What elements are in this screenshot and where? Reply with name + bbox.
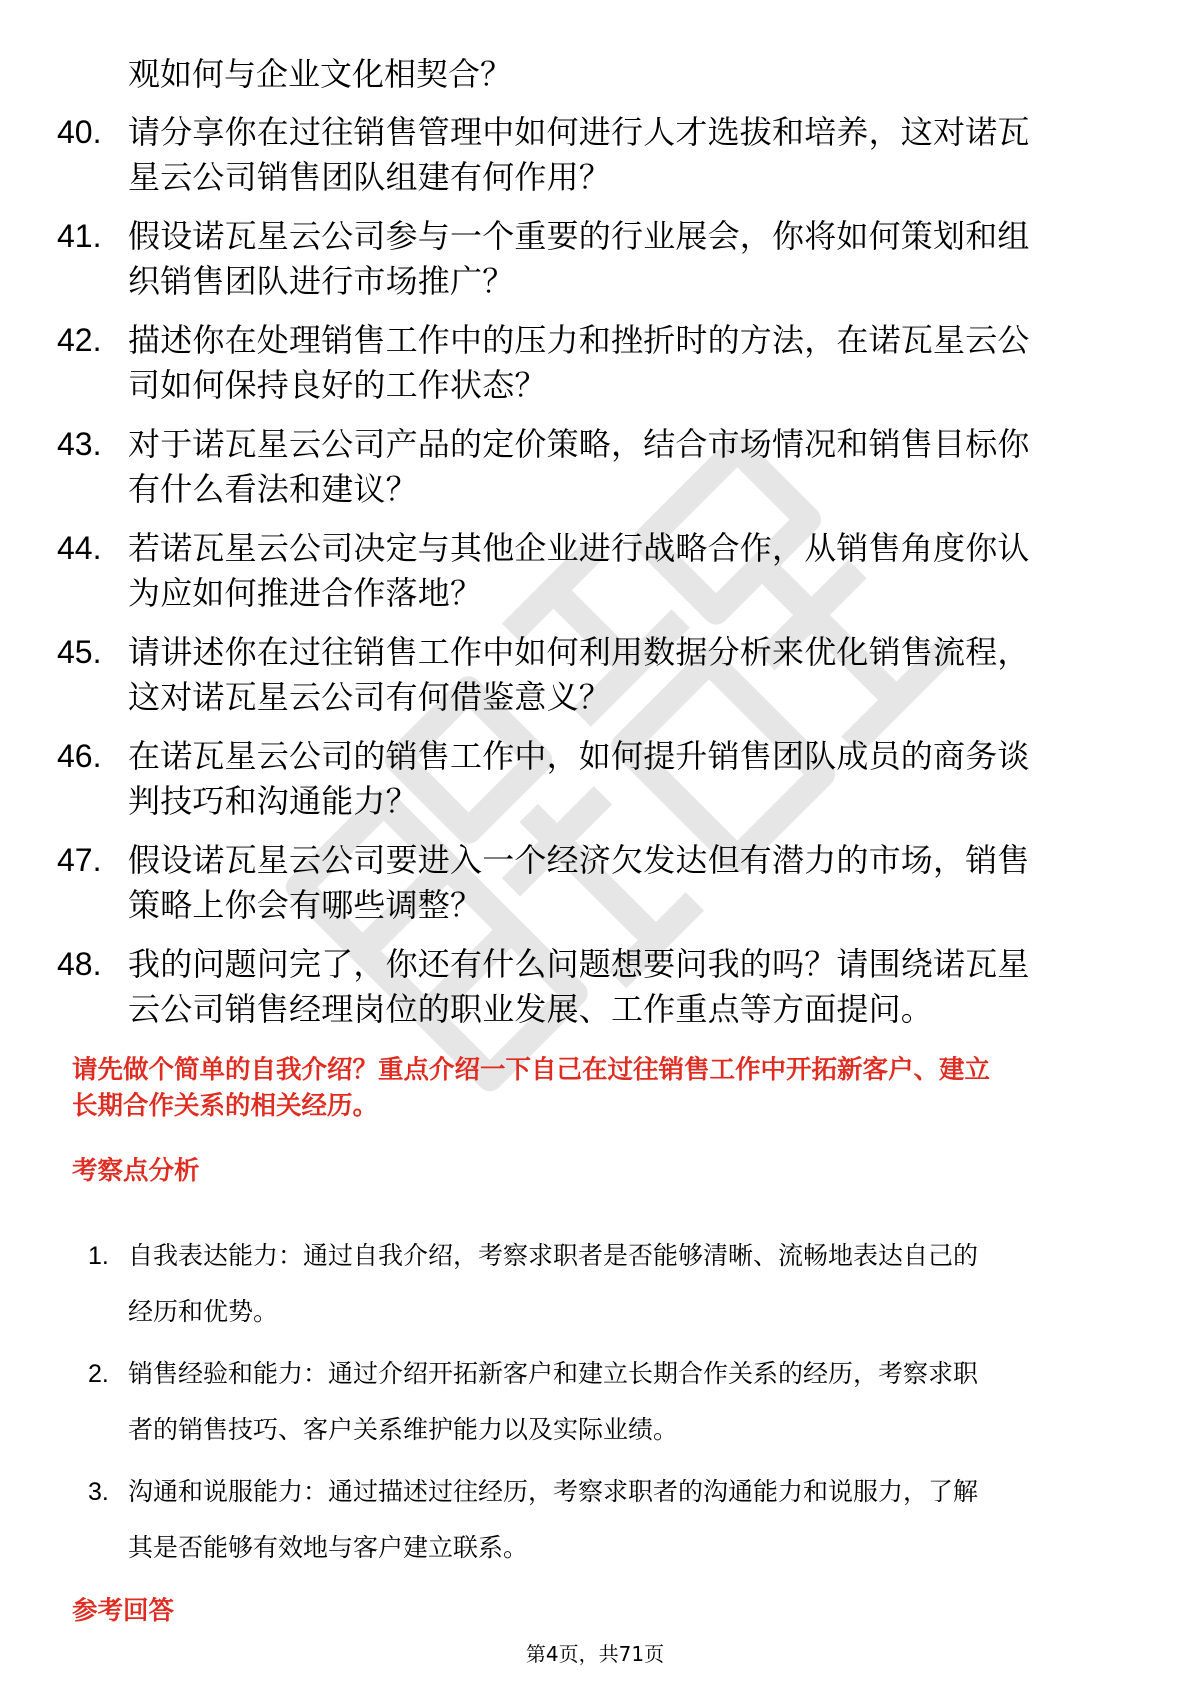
analysis-line: 沟通和说服能力：通过描述过往经历，考察求职者的沟通能力和说服力，了解: [128, 1477, 979, 1506]
question-number: 46.: [57, 738, 102, 774]
question-text: [128, 422, 1113, 518]
analysis-text: [128, 1346, 1118, 1456]
question-line: 我的问题问完了，你还有什么问题想要问我的吗？请围绕诺瓦星: [128, 945, 1030, 983]
question-continuation: 观如何与企业文化相契合？: [128, 55, 513, 93]
question-number: 44.: [57, 530, 102, 566]
question-item: [0, 734, 1190, 830]
question-line: 司如何保持良好的工作状态？: [128, 366, 547, 404]
highlight-question: [72, 1052, 1132, 1124]
question-item: [0, 422, 1190, 518]
analysis-line: 经历和优势。: [128, 1297, 279, 1326]
question-line: 请讲述你在过往销售工作中如何利用数据分析来优化销售流程，: [128, 633, 1030, 671]
analysis-item: [0, 1228, 1190, 1338]
question-text: [128, 110, 1113, 206]
question-number: 43.: [57, 426, 102, 462]
question-line: 判技巧和沟通能力？: [128, 782, 418, 820]
analysis-number: 1.: [88, 1242, 109, 1270]
highlight-question-line: 长期合作关系的相关经历。: [72, 1091, 379, 1121]
question-item: [0, 318, 1190, 414]
question-text: [128, 630, 1113, 726]
question-line: 若诺瓦星云公司决定与其他企业进行战略合作，从销售角度你认: [128, 529, 1030, 567]
analysis-text: [128, 1228, 1118, 1338]
question-number: 40.: [57, 114, 102, 150]
question-item: [0, 630, 1190, 726]
analysis-item: [0, 1346, 1190, 1456]
question-item: [0, 942, 1190, 1038]
question-item: [0, 110, 1190, 206]
question-line: 这对诺瓦星云公司有何借鉴意义？: [128, 678, 612, 716]
question-line: 描述你在处理销售工作中的压力和挫折时的方法，在诺瓦星云公: [128, 321, 1030, 359]
analysis-line: 销售经验和能力：通过介绍开拓新客户和建立长期合作关系的经历，考察求职: [128, 1359, 979, 1388]
analysis-line: 其是否能够有效地与客户建立联系。: [128, 1533, 529, 1562]
question-item: [0, 526, 1190, 622]
analysis-title: 考察点分析: [72, 1156, 200, 1186]
question-line: 织销售团队进行市场推广？: [128, 262, 515, 300]
question-number: 47.: [57, 842, 102, 878]
analysis-number: 3.: [88, 1478, 109, 1506]
question-number: 42.: [57, 322, 102, 358]
question-line: 为应如何推进合作落地？: [128, 574, 483, 612]
question-text: [128, 526, 1113, 622]
question-line: 假设诺瓦星云公司参与一个重要的行业展会，你将如何策划和组: [128, 217, 1030, 255]
reference-answer-title: 参考回答: [72, 1596, 175, 1626]
question-line: 对于诺瓦星云公司产品的定价策略，结合市场情况和销售目标你: [128, 425, 1030, 463]
question-text: [128, 318, 1113, 414]
analysis-number: 2.: [88, 1360, 109, 1388]
question-line: 在诺瓦星云公司的销售工作中，如何提升销售团队成员的商务谈: [128, 737, 1030, 775]
analysis-line: 自我表达能力：通过自我介绍，考察求职者是否能够清晰、流畅地表达自己的: [128, 1241, 979, 1270]
question-line: 假设诺瓦星云公司要进入一个经济欠发达但有潜力的市场，销售: [128, 841, 1030, 879]
page-number: 第4页，共71页: [525, 1642, 665, 1666]
question-line: 云公司销售经理岗位的职业发展、工作重点等方面提问。: [128, 990, 934, 1028]
question-item: [0, 214, 1190, 310]
question-line: 策略上你会有哪些调整？: [128, 886, 483, 924]
question-list: [0, 110, 1190, 1046]
question-item: [0, 838, 1190, 934]
question-text: [128, 942, 1113, 1038]
question-line: 星云公司销售团队组建有何作用？: [128, 158, 612, 196]
analysis-text: [128, 1464, 1118, 1574]
analysis-line: 者的销售技巧、客户关系维护能力以及实际业绩。: [128, 1415, 679, 1444]
highlight-question-line: 请先做个简单的自我介绍？重点介绍一下自己在过往销售工作中开拓新客户、建立: [72, 1055, 991, 1085]
question-text: [128, 734, 1113, 830]
analysis-list: [0, 1228, 1190, 1582]
question-text: [128, 214, 1113, 310]
question-line: 有什么看法和建议？: [128, 470, 418, 508]
question-text: [128, 838, 1113, 934]
question-number: 41.: [57, 218, 102, 254]
question-line: 请分享你在过往销售管理中如何进行人才选拔和培养，这对诺瓦: [128, 113, 1030, 151]
analysis-item: [0, 1464, 1190, 1574]
question-number: 45.: [57, 634, 102, 670]
question-number: 48.: [57, 946, 102, 982]
